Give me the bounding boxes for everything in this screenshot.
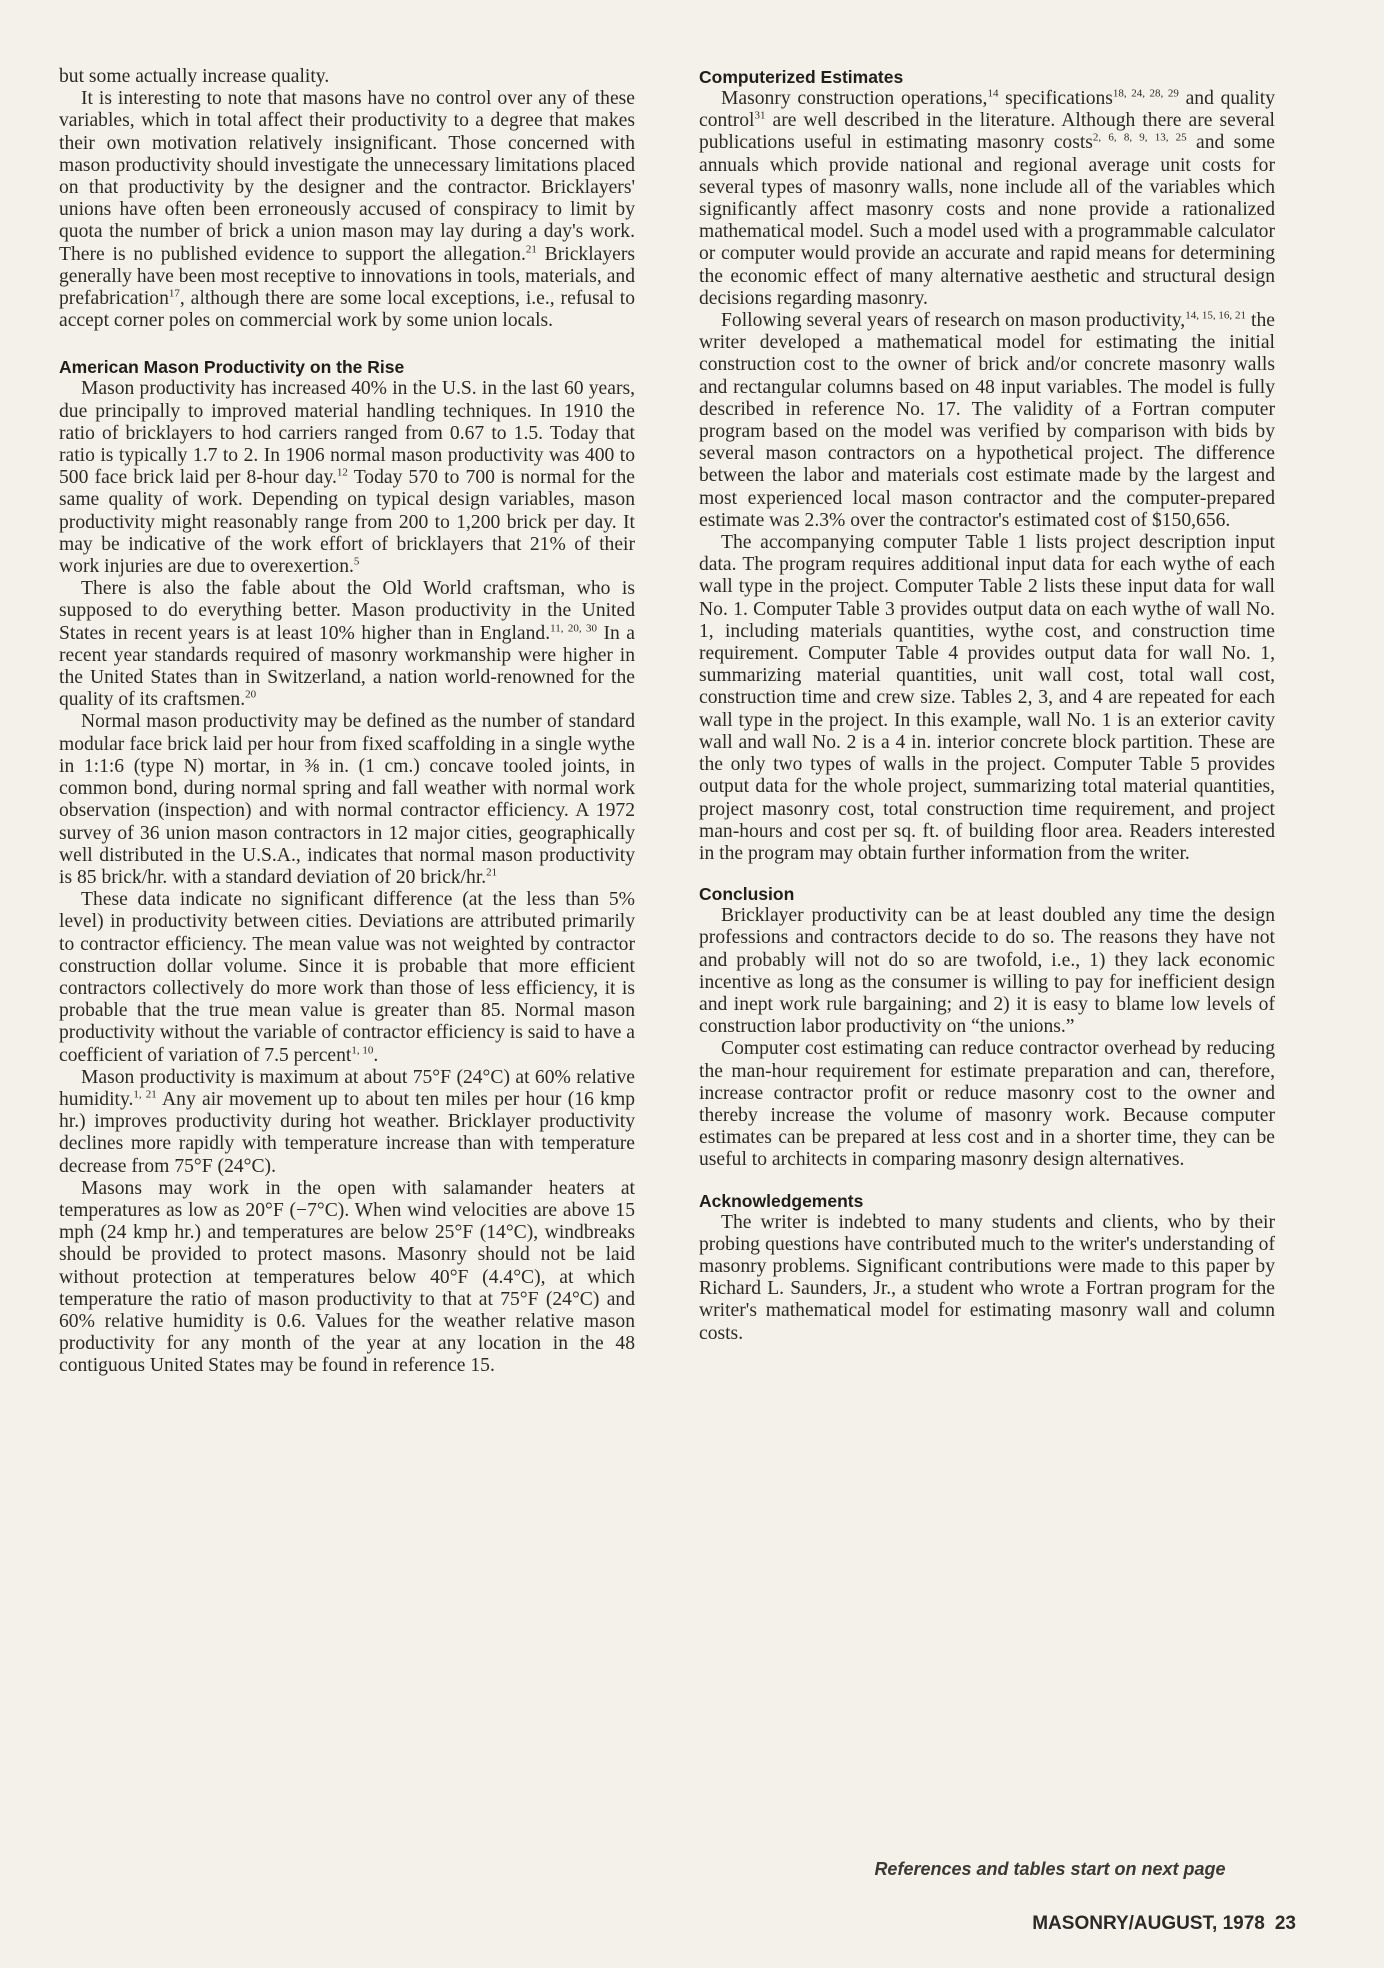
section-heading-conclusion: Conclusion bbox=[699, 884, 795, 905]
paragraph-bricklayer: Bricklayer productivity can be at least doubled any time the design professions and contractors decide to do so. The reasons they have not and probably will not do so are twofold, i.e., 1) they lack economic incentive as long as the consumer is willing to pay for inefficient design and inept work rule bargaining; and 2) it is easy to blame low levels of construction labor productivity on “the unions.” bbox=[699, 905, 1275, 1038]
citation: 18, 24, 28, 29 bbox=[1112, 87, 1179, 100]
citation: 1, 21 bbox=[133, 1088, 157, 1101]
paragraph-maximum: Mason productivity is maximum at about 75°F (24°C) at 60% relative humidity.$^{1, 21}$ Any air movement up to about ten miles per hour (16 kmp hr.) improves productivity during hot weather. Bricklayer productivity declines more rapidly with temperature increase than with temperature decrease from 75°F (24°C). bbox=[59, 1066, 635, 1177]
citation: 21 bbox=[525, 243, 537, 256]
paragraph-intro: but some actually increase quality. bbox=[59, 66, 330, 87]
page-footer bbox=[1032, 1913, 1296, 1935]
citation: 31 bbox=[754, 109, 766, 122]
citation: 14 bbox=[987, 87, 999, 100]
citation: 14, 15, 16, 21 bbox=[1185, 309, 1247, 322]
section-heading-acknowledgements: Acknowledgements bbox=[699, 1190, 864, 1211]
paragraph-fable: There is also the fable about the Old World craftsman, who is supposed to do everything better. Mason productivity in the United States in recent years is at least 10% higher than in England.$^{11, 20, 30}$ In a recent year standards required of masonry workmanship were higher in the United States than in Switzerland, a nation world-renowned for the quality of its craftsmen.$^{20}$ bbox=[59, 578, 635, 711]
continued-note: References and tables start on next page bbox=[874, 1859, 1226, 1879]
citation: 5 bbox=[353, 555, 360, 568]
citation: 21 bbox=[486, 866, 498, 879]
paragraph-acknowledgements: The writer is indebted to many students and clients, who by their probing questions have contributed much to the writer's understanding of masonry problems. Significant contributions were made to this paper by Richard L. Saunders, Jr., a student who wrote a Fortran program for the writer's mathematical model for estimating masonry wall and column costs. bbox=[699, 1211, 1275, 1344]
citation: 17 bbox=[168, 287, 180, 300]
paragraph-these-data: These data indicate no significant difference (at the less than 5% level) in productivity between cities. Deviations are attributed primarily to contractor efficiency. The mean value was not weighted by contractor construction dollar volume. Since it is probable that more efficient contractors collectively do more work than those of less efficiency, it is probable that the true mean value is greater than 85. Normal mason productivity without the variable of contractor efficiency is said to have a coefficient of variation of 7.5 percent$^{1, 10}$. bbox=[59, 889, 635, 1066]
left-column bbox=[59, 66, 635, 1378]
paragraph-control: It is interesting to note that masons have no control over any of these variables, which in total affect their productivity to a degree that makes their own motivation relatively insignificant. Those concerned with mason productivity should investigate the unnecessary limitations placed on that productivity by the designer and the contractor. Bricklayers' unions have often been erroneously accused of conspiracy to limit by quota the number of brick a union mason may lay during a day's work. There is no published evidence to support the allegation.$^{21}$ Bricklayers generally have been most receptive to innovations in tools, materials, and prefabrication$^{17}$, although there are some local exceptions, i.e., refusal to accept corner poles on commercial work by some union locals. bbox=[59, 88, 635, 332]
paragraph-accompanying: The accompanying computer Table 1 lists project description input data. The program requires additional input data for each wythe of each wall type in the project. Computer Table 2 lists these input data for wall No. 1. Computer Table 3 provides output data on each wythe of wall No. 1, including materials quantities, wythe cost, and construction time requirement. Computer Table 4 provides output data for wall No. 1, summarizing material quantities, unit wall cost, total wall cost, construction time and crew size. Tables 2, 3, and 4 are repeated for each wall type in the project. In this example, wall No. 1 is an exterior cavity wall and wall No. 2 is a 4 in. interior concrete block partition. These are the only two types of walls in the project. Computer Table 5 provides output data for the whole project, summarizing total material quantities, project masonry cost, total construction time requirement, and project man-hours and cost per sq. ft. of building floor area. Readers interested in the program may obtain further information from the writer. bbox=[699, 532, 1275, 864]
page-number: 23 bbox=[1274, 1913, 1296, 1934]
section-heading-computerized: Computerized Estimates bbox=[699, 67, 904, 87]
paragraph-normal: Normal mason productivity may be defined as the number of standard modular face brick laid per hour from fixed scaffolding in a single wythe in 1:1:6 (type N) mortar, in ⅜ in. (1 cm.) concave tooled joints, in common bond, during normal spring and fall weather with normal work observation (inspection) and with normal contractor efficiency. A 1972 survey of 36 union mason contractors in 12 major cities, geographically well distributed in the U.S.A., indicates that normal mason productivity is 85 brick/hr. with a standard deviation of 20 brick/hr.$^{21}$ bbox=[59, 711, 635, 888]
paragraph-open: Masons may work in the open with salamander heaters at temperatures as low as 20°F (−7°C). When wind velocities are above 15 mph (24 kmp hr.) and temperatures are below 25°F (14°C), windbreaks should be provided to protect masons. Masonry should not be laid without protection at temperatures below 40°F (4.4°C), at which temperature the ratio of mason productivity to that at 75°F (24°C) and 60% relative humidity is 0.6. Values for the weather relative mason productivity for any month of the year at any location in the 48 contiguous United States may be found in reference 15. bbox=[59, 1177, 635, 1377]
paragraph-following: Following several years of research on mason productivity,$^{14, 15, 16, 21}$ the writer developed a mathematical model for estimating the initial construction cost to the owner of brick and/or concrete masonry walls and rectangular columns based on 48 input variables. The model is fully described in reference No. 17. The validity of a Fortran computer program based on the model was verified by comparison with bids by several mason contractors on a hypothetical project. The difference between the labor and materials cost estimate made by the largest and most experienced local mason contractor and the computer-prepared estimate was 2.3% over the contractor's estimated cost of $150,656. bbox=[699, 309, 1275, 531]
journal-issue: MASONRY/AUGUST, 1978 bbox=[1032, 1913, 1265, 1934]
paragraph-cost: Computer cost estimating can reduce contractor overhead by reducing the man-hour requirement for estimate preparation and can, therefore, increase contractor profit or reduce masonry cost to the owner and thereby increase the volume of masonry work. Because computer estimates can be prepared at less cost and in a shorter time, they can be useful to architects in comparing masonry design alternatives. bbox=[699, 1038, 1275, 1171]
section-heading-american: American Mason Productivity on the Rise bbox=[59, 357, 405, 378]
citation: 12 bbox=[336, 466, 348, 479]
citation: 2, 6, 8, 9, 13, 25 bbox=[1092, 131, 1187, 144]
citation: 11, 20, 30 bbox=[550, 622, 597, 635]
citation: 1, 10 bbox=[351, 1044, 374, 1056]
citation: 20 bbox=[245, 688, 257, 701]
paragraph-operations: Masonry construction operations,$^{14}$ specifications$^{18, 24, 28, 29}$ and quality control$^{31}$ are well described in the literature. Although there are several publications useful in estimating masonry costs$^{2, 6, 8, 9, 13, 25}$ and some annuals which provide national and regional average unit costs for several types of masonry walls, none include all of the variables which significantly affect masonry costs and none provide a rationalized mathematical model. Such a model used with a programmable calculator or computer would provide an accurate and rapid means for determining the economic effect of many alternative aesthetic and structural design decisions regarding masonry. bbox=[699, 87, 1275, 309]
paragraph-increased: Mason productivity has increased 40% in the U.S. in the last 60 years, due principally to improved material handling techniques. In 1910 the ratio of bricklayers to hod carriers ranged from 0.67 to 1.5. Today that ratio is typically 1.7 to 2. In 1906 normal mason productivity was 400 to 500 face brick laid per 8-hour day.$^{12}$ Today 570 to 700 is normal for the same quality of work. Depending on typical design variables, mason productivity might reasonably range from 200 to 1,200 brick per day. It may be indicative of the work effort of bricklayers that 21% of their work injuries are due to overexertion.$^5$ bbox=[59, 378, 635, 578]
right-column bbox=[699, 66, 1275, 1345]
